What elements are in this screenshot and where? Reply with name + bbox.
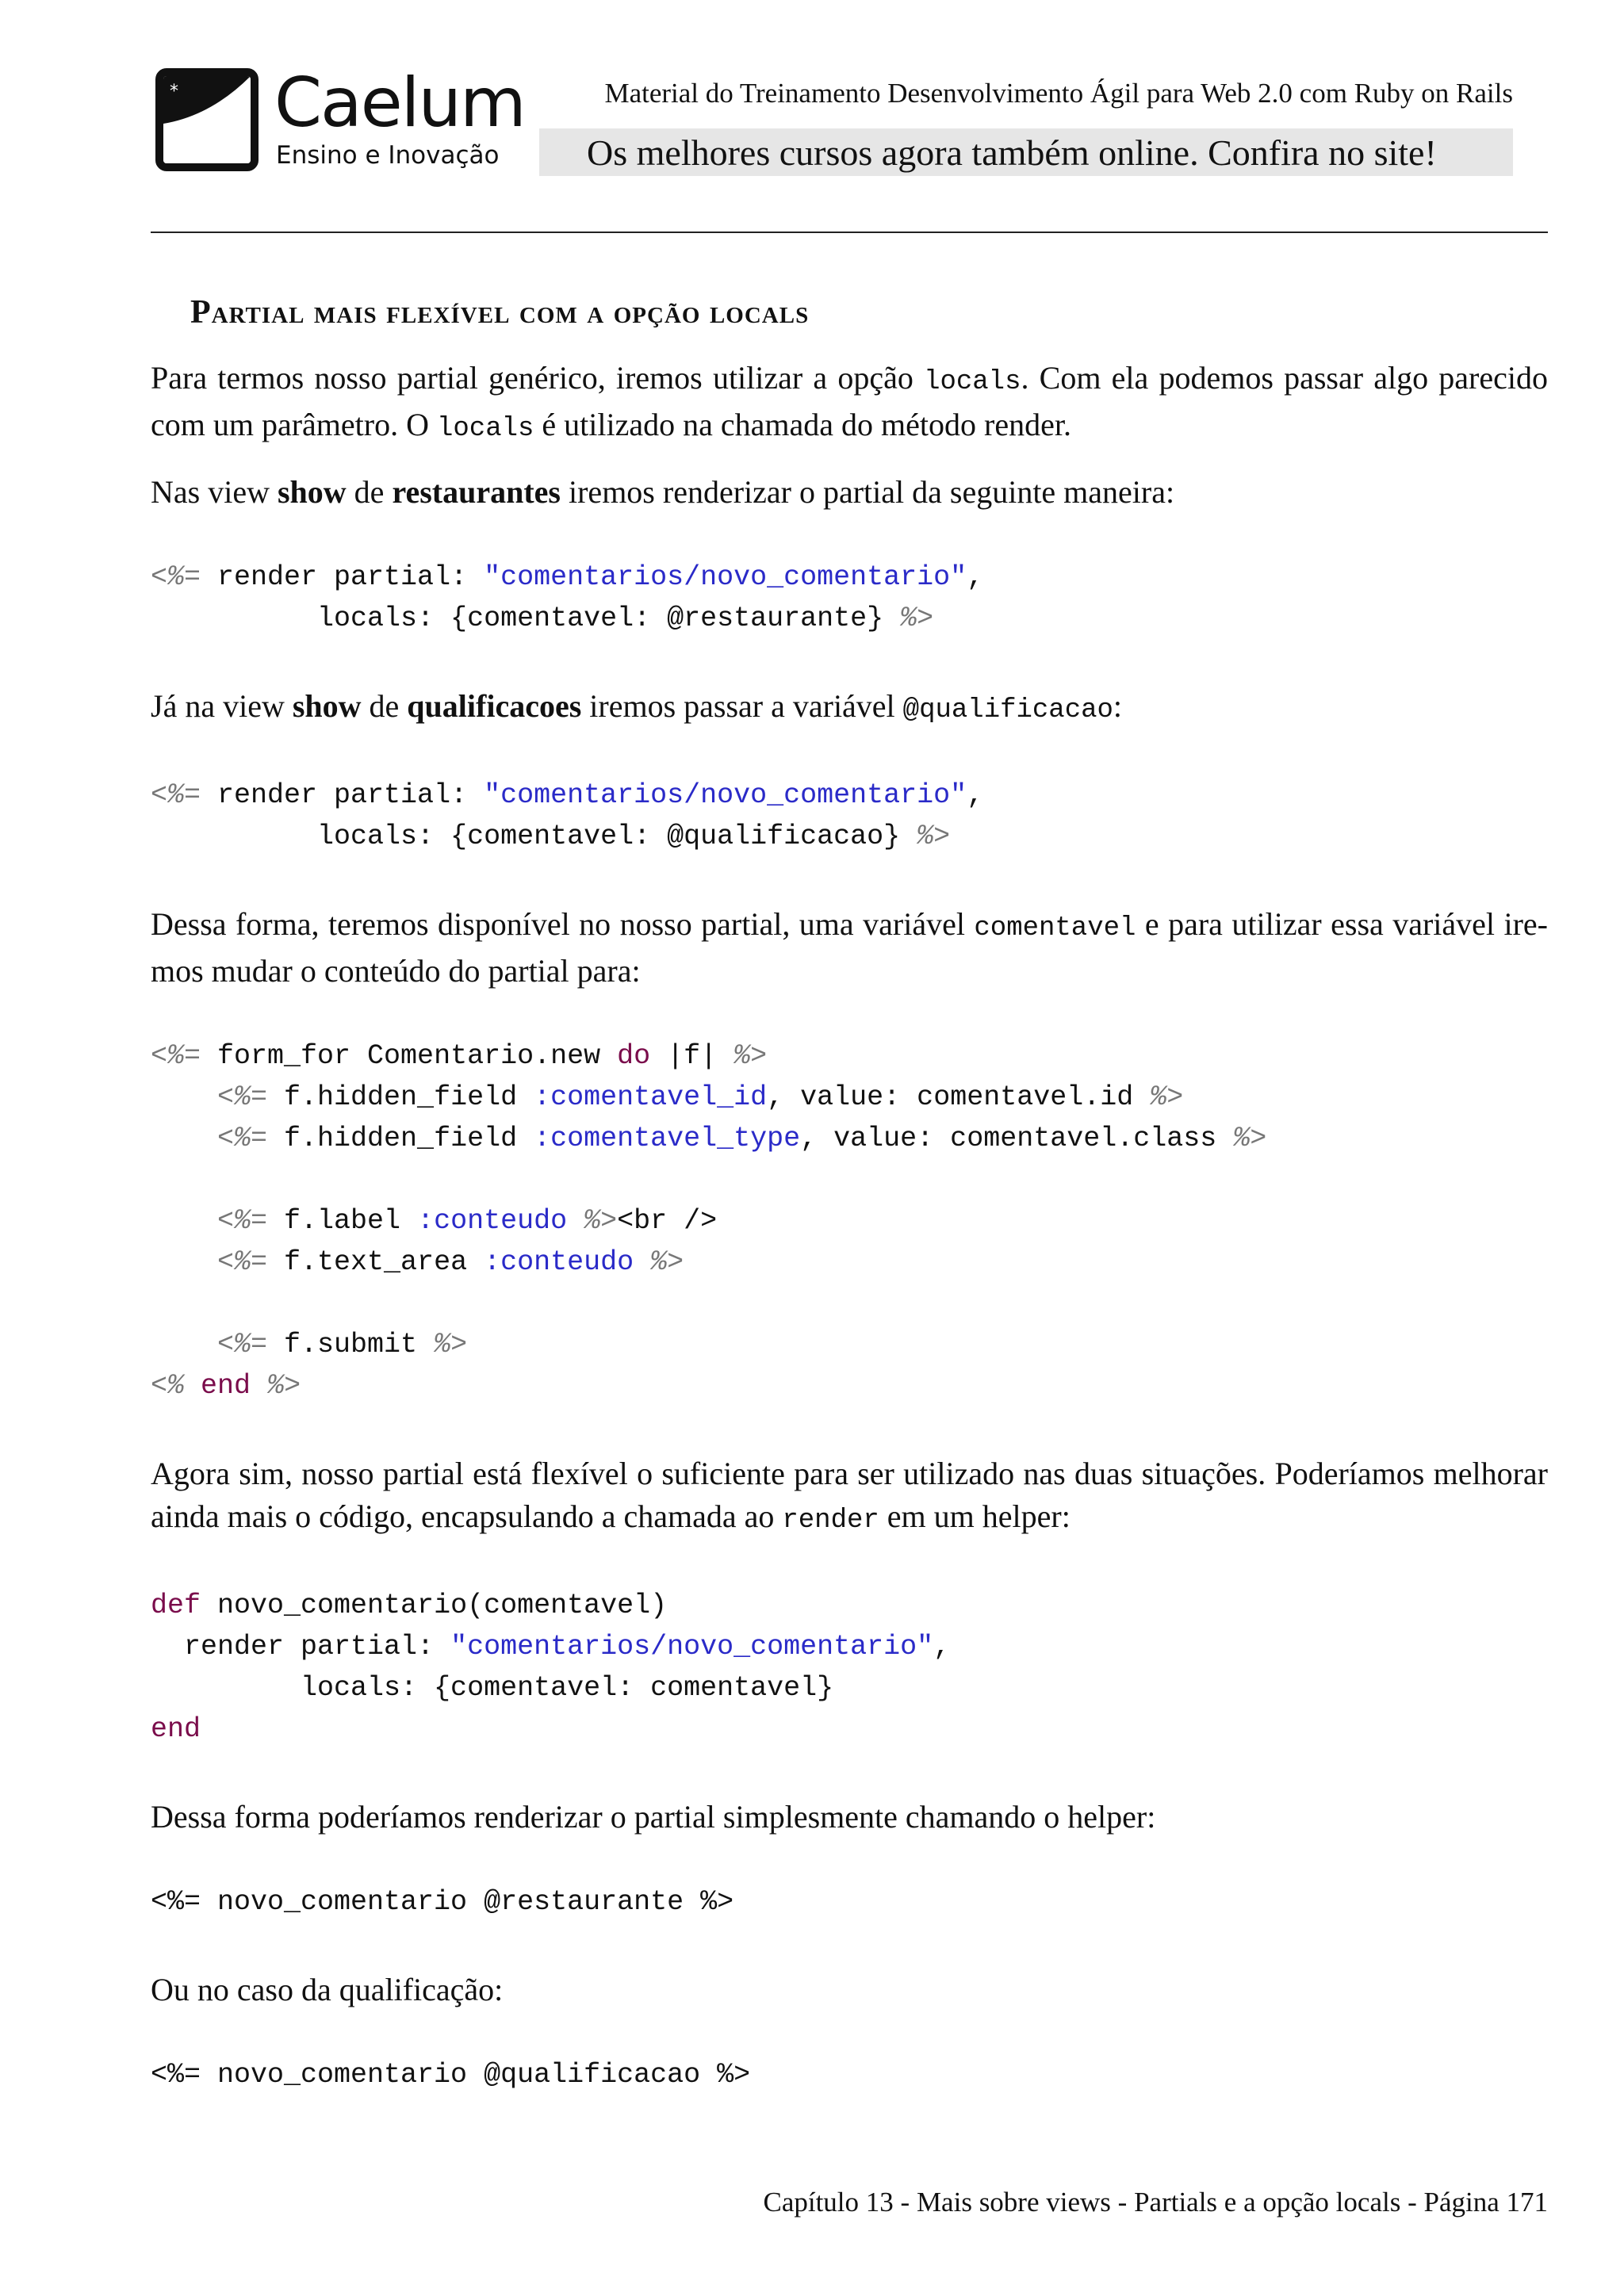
section-title: Partial mais flexível com a opção locals (190, 294, 810, 331)
paragraph-2: Nas view show de restaurantes iremos renderizar o partial da seguinte maneira: (151, 474, 1175, 510)
code-block-partial-form: <%= form_for Comentario.new do |f| %> <%= f.hidden_field :comentavel_id, value: comentavel.id %> <%= f.hidden_field :comentavel_type, value: comentavel.class %> <%= f.label :conteudo %><br /> <%= f.text_area :conteudo %> <%= f.submit %> <% end %> (151, 1040, 1267, 1402)
header-course-title: Material do Treinamento Desenvolvimento Ágil para Web 2.0 com Ruby on Rails (604, 78, 1513, 109)
header-banner (539, 128, 1513, 176)
page-content (151, 293, 1548, 2141)
logo-name: Caelum (274, 63, 525, 143)
header-divider (151, 232, 1548, 233)
paragraph-3: Já na view show de qualificacoes iremos passar a variável @qualificacao: (151, 688, 1123, 725)
logo-tagline: Ensino e Inovação (276, 141, 500, 170)
header-banner-text: Os melhores cursos agora também online. Confira no site! (587, 132, 1437, 173)
caelum-logo (155, 63, 525, 179)
paragraph-5: Agora sim, nosso partial está flexível o suficiente para ser utilizado nas duas situações. Poderíamos melhorar ainda mais o código, encapsulando a chamada ao render em um helper: (151, 1456, 1548, 1536)
paragraph-1: Para termos nosso partial genérico, iremos utilizar a opção locals. Com ela podemos passar algo parecido com um parâmetro. O locals é utilizado na chamada do método render. (151, 360, 1548, 444)
code-line-helper-restaurante: <%= novo_comentario @restaurante %> (151, 1886, 734, 1918)
code-line-helper-qualificacao: <%= novo_comentario @qualificacao %> (151, 2059, 751, 2091)
code-block-helper: def novo_comentario(comentavel) render partial: "comentarios/novo_comentario", locals: {comentavel: comentavel} end (151, 1590, 951, 1745)
logo-mark-icon (155, 68, 259, 171)
paragraph-7: Ou no caso da qualificação: (151, 1972, 504, 2007)
paragraph-6: Dessa forma poderíamos renderizar o partial simplesmente chamando o helper: (151, 1799, 1156, 1835)
paragraph-4: Dessa forma, teremos disponível no nosso partial, uma variável comentavel e para utilizar essa variável ire-mos mudar o conteúdo do partial para: (151, 906, 1548, 989)
page-footer: Capítulo 13 - Mais sobre views - Partials e a opção locals - Página 171 (763, 2187, 1548, 2218)
code-block-render-qualificacao: <%= render partial: "comentarios/novo_comentario", locals: {comentavel: @qualificacao} %> (151, 779, 984, 852)
svg-text:*: * (170, 82, 178, 101)
code-block-render-restaurante: <%= render partial: "comentarios/novo_comentario", locals: {comentavel: @restaurante} %> (151, 561, 984, 634)
